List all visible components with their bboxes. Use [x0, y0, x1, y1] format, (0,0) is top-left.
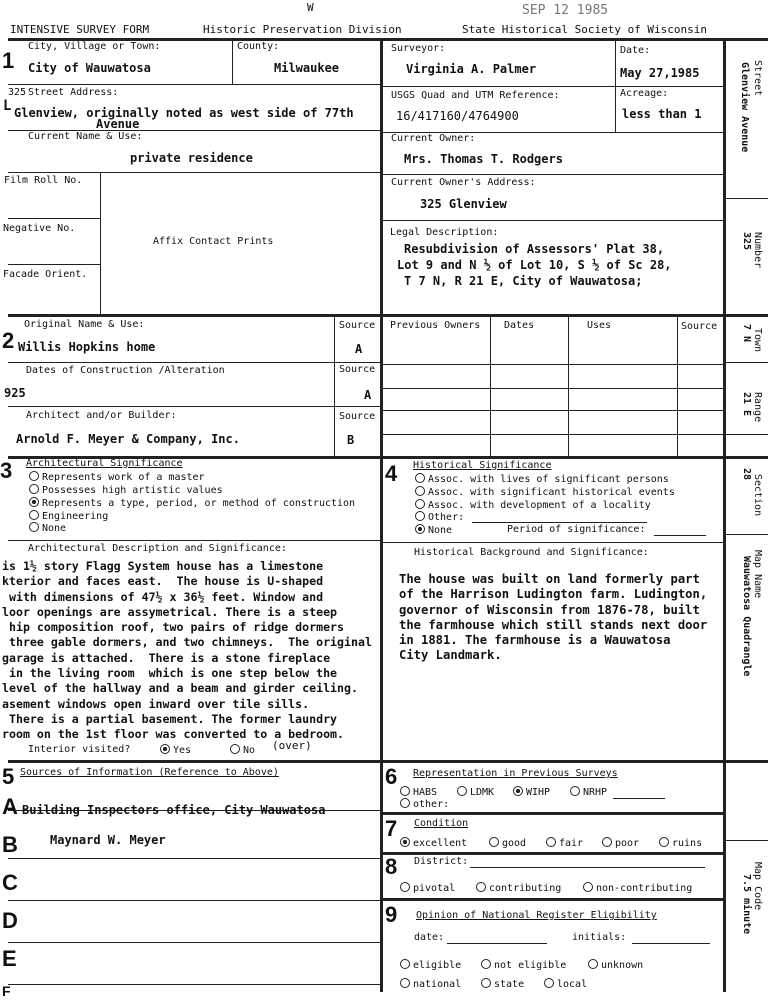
section-number: 2 [2, 328, 15, 353]
interior-yes[interactable]: Yes [160, 744, 191, 758]
date-label: Date: [620, 45, 651, 56]
eligibility-initials-label: initials: [572, 932, 627, 943]
survey-nrhp[interactable]: NRHP [570, 786, 607, 800]
sidebar-map-name-value: Wauwatosa Quadrangle [741, 556, 752, 677]
divider [383, 220, 723, 221]
radio-icon [583, 882, 593, 892]
over-note: (over) [272, 739, 312, 752]
usgs-value: 16/417160/4764900 [396, 109, 519, 123]
survey-wihp[interactable]: WIHP [513, 786, 550, 800]
district-non-contributing[interactable]: non-contributing [583, 882, 692, 896]
district-contributing[interactable]: contributing [476, 882, 561, 896]
interior-no[interactable]: No [230, 744, 255, 758]
radio-icon [400, 978, 410, 988]
divider [383, 388, 723, 389]
eligibility-title: Opinion of National Register Eligibility [416, 910, 657, 921]
sidebar-street-label: Street [752, 60, 763, 97]
source-text: Maynard W. Meyer [50, 833, 166, 847]
sidebar-section-value: 28 [741, 468, 752, 481]
radio-icon [570, 786, 580, 796]
section-number: 9 [385, 902, 398, 927]
original-name-label: Original Name & Use: [24, 319, 145, 330]
arch-option[interactable]: Represents a type, period, or method of construction [29, 497, 355, 511]
radio-icon [29, 522, 39, 532]
divider [383, 434, 723, 435]
radio-icon [415, 486, 425, 496]
hist-background-text: The house was built on land formerly part of the Harrison Ludington farm. Ludington, governor of Wisconsin from 1876-78, built the farmhouse which still stands next door in 1881. The farmhouse is a Wauwatosa City Landmark. [399, 572, 708, 663]
divider [383, 542, 723, 543]
divider [8, 84, 380, 85]
radio-icon [602, 837, 612, 847]
section-number: 6 [385, 764, 398, 789]
radio-icon [400, 882, 410, 892]
section-border [8, 314, 768, 317]
negative-label: Negative No. [3, 223, 76, 234]
street-label: Street Address: [28, 87, 119, 98]
sidebar-map-code-value: 7.5 minute [741, 874, 752, 935]
date-value: May 27,1985 [620, 66, 700, 80]
hist-option[interactable]: Assoc. with lives of significant persons [415, 473, 669, 487]
legal-line: Resubdivision of Assessors' Plat 38, [404, 242, 665, 256]
divider [726, 434, 768, 435]
divider [726, 840, 768, 841]
sidebar-range-value: 21 E [741, 392, 752, 417]
source-label: Source [339, 411, 376, 422]
nrhp-line [613, 798, 665, 799]
condition-good[interactable]: good [489, 837, 526, 851]
eligibility-eligible[interactable]: eligible [400, 959, 461, 973]
sidebar-town-label: Town [752, 328, 763, 353]
eligibility-local[interactable]: local [544, 978, 587, 992]
original-name-value: Willis Hopkins home [18, 340, 156, 354]
divider [490, 316, 491, 458]
sidebar-number-label: Number [752, 232, 763, 269]
radio-icon [489, 837, 499, 847]
acreage-value: less than 1 [622, 107, 702, 121]
condition-excellent[interactable]: excellent [400, 837, 467, 851]
sidebar-map-code-label: Map Code [752, 862, 763, 911]
form-mark: W [307, 1, 314, 14]
dates-value: 925 [4, 386, 26, 400]
surveys-title: Representation in Previous Surveys [413, 768, 618, 779]
radio-icon [400, 798, 410, 808]
survey-other[interactable]: other: [400, 798, 449, 812]
sources-title: Sources of Information (Reference to Above) [20, 767, 279, 778]
source-label: Source [339, 364, 376, 375]
radio-icon [457, 786, 467, 796]
hist-background-label: Historical Background and Significance: [414, 547, 649, 558]
condition-ruins[interactable]: ruins [659, 837, 702, 851]
radio-checked-icon [513, 786, 523, 796]
architect-value: Arnold F. Meyer & Company, Inc. [16, 432, 240, 446]
radio-icon [400, 786, 410, 796]
divider [677, 316, 678, 458]
radio-icon [481, 959, 491, 969]
current-name-label: Current Name & Use: [28, 131, 143, 142]
sidebar-range-label: Range [752, 392, 763, 423]
divider [383, 86, 723, 87]
source-value: B [347, 433, 355, 447]
section-number: 3 [0, 458, 13, 483]
divider [8, 900, 380, 901]
district-line [470, 867, 705, 868]
eligibility-not-eligible[interactable]: not eligible [481, 959, 566, 973]
section-number: 7 [385, 816, 398, 841]
section-border [8, 760, 768, 763]
surveyor-value: Virginia A. Palmer [406, 62, 537, 76]
owner-address-value: 325 Glenview [420, 197, 507, 211]
legal-label: Legal Description: [390, 227, 499, 238]
divider [383, 410, 723, 411]
arch-description-label: Architectural Description and Significance: [28, 543, 287, 554]
owner-address-label: Current Owner's Address: [391, 177, 536, 188]
divider [232, 40, 233, 84]
source-text: Building Inspectors office, City Wauwatosa [22, 803, 326, 817]
condition-title: Condition [414, 818, 469, 829]
divider [8, 942, 380, 943]
radio-icon [29, 484, 39, 494]
dates-label: Dates of Construction /Alteration [26, 365, 225, 376]
received-stamp: SEP 12 1985 [522, 3, 609, 18]
divider [8, 984, 380, 985]
divider [726, 362, 768, 363]
radio-icon [29, 510, 39, 520]
street-prefix: 325 [8, 87, 27, 98]
society-name: State Historical Society of Wisconsin [462, 23, 708, 36]
previous-owners-label: Previous Owners [390, 320, 481, 331]
eligibility-unknown[interactable]: unknown [588, 959, 643, 973]
radio-icon [481, 978, 491, 988]
section-border [383, 812, 723, 815]
district-title: District: [414, 856, 469, 867]
period-line [654, 535, 706, 536]
radio-checked-icon [160, 744, 170, 754]
hist-significance-title: Historical Significance [413, 460, 552, 471]
divider [726, 534, 768, 535]
other-line [472, 522, 647, 523]
radio-checked-icon [400, 837, 410, 847]
radio-icon [546, 837, 556, 847]
contact-prints-label: Affix Contact Prints [153, 236, 274, 247]
sidebar-divider [723, 38, 726, 992]
divider [100, 172, 101, 314]
radio-icon [415, 511, 425, 521]
hist-option[interactable]: Assoc. with significant historical events [415, 486, 675, 500]
architect-label: Architect and/or Builder: [26, 410, 177, 421]
divider [383, 364, 723, 365]
divider [8, 540, 380, 541]
source-letter: F [2, 983, 11, 999]
arch-option[interactable]: None [29, 522, 66, 536]
surveyor-label: Surveyor: [391, 43, 446, 54]
divider [8, 264, 100, 265]
arch-description-text: is 1½ story Flagg System house has a limestone kterior and faces east. The house is U-shaped with dimensions of 47½ x 36½ feet. Window and loor openings are assymetrical. There is a steep hip composition roof, two pairs of ridge dormers three gable dormers, and two chimneys. The original garage is attached. There is a stone fireplace in the living room which is one step below the level of the hallway and a beam and girder ceiling. asement windows open inward over tile sills. There is a partial basement. The former laundry room on the 1st floor was converted to a bedroom. [2, 559, 372, 742]
source-label: Source [339, 320, 376, 331]
section-border [383, 898, 723, 901]
divider [383, 174, 723, 175]
eligibility-date-label: date: [414, 932, 445, 943]
survey-ldmk[interactable]: LDMK [457, 786, 494, 800]
source-value: A [364, 388, 372, 402]
radio-icon [544, 978, 554, 988]
arch-option[interactable]: Possesses high artistic values [29, 484, 223, 498]
district-pivotal[interactable]: pivotal [400, 882, 455, 896]
hist-option[interactable]: Other: [415, 511, 464, 525]
sidebar-street-value: Glenview Avenue [739, 62, 750, 153]
divider [8, 218, 100, 219]
source-letter: C [2, 870, 18, 895]
eligibility-national[interactable]: national [400, 978, 461, 992]
initials-line [632, 943, 710, 944]
sidebar-section-label: Section [752, 474, 763, 517]
hist-option[interactable]: Assoc. with development of a locality [415, 499, 651, 513]
street-line2: Avenue [96, 117, 140, 131]
hist-option[interactable]: None [415, 524, 452, 538]
section-number: 8 [385, 854, 398, 879]
owner-label: Current Owner: [391, 133, 476, 144]
survey-habs[interactable]: HABS [400, 786, 437, 800]
county-value: Milwaukee [274, 61, 340, 75]
condition-poor[interactable]: poor [602, 837, 639, 851]
facade-label: Facade Orient. [3, 269, 88, 280]
county-label: County: [237, 41, 280, 52]
city-label: City, Village or Town: [28, 41, 161, 52]
divider [568, 316, 569, 458]
current-name-value: private residence [130, 151, 253, 165]
street-mark: L [3, 98, 12, 114]
section-number: 4 [385, 461, 398, 486]
radio-icon [588, 959, 598, 969]
divider [726, 314, 768, 315]
street-line1: Glenview, originally noted as west side of 77th [14, 106, 354, 120]
divider [726, 198, 768, 199]
sidebar-number-value: 325 [741, 232, 752, 251]
sidebar-map-name-label: Map Name [752, 550, 763, 599]
source-letter: E [2, 946, 17, 971]
radio-icon [415, 499, 425, 509]
divider [8, 858, 380, 859]
owner-value: Mrs. Thomas T. Rodgers [404, 152, 563, 166]
arch-option[interactable]: Represents work of a master [29, 471, 205, 485]
eligibility-state[interactable]: state [481, 978, 524, 992]
radio-icon [29, 471, 39, 481]
section-number: 5 [2, 764, 15, 789]
division-name: Historic Preservation Division [203, 23, 402, 36]
source-letter: B [2, 832, 18, 857]
divider [8, 172, 380, 173]
arch-option[interactable]: Engineering [29, 510, 108, 524]
date-line [447, 943, 547, 944]
city-value: City of Wauwatosa [28, 61, 151, 75]
center-divider [380, 38, 383, 992]
radio-checked-icon [29, 497, 39, 507]
form-title: INTENSIVE SURVEY FORM [10, 23, 150, 36]
previous-uses-label: Uses [587, 320, 612, 331]
radio-icon [400, 959, 410, 969]
source-value: A [355, 342, 363, 356]
arch-significance-title: Architectural Significance [26, 458, 183, 469]
film-roll-label: Film Roll No. [4, 175, 83, 186]
previous-dates-label: Dates [504, 320, 535, 331]
divider [8, 406, 380, 407]
source-letter: A [2, 794, 18, 819]
previous-source-label: Source [681, 321, 718, 332]
source-letter: D [2, 908, 18, 933]
legal-line: T 7 N, R 21 E, City of Wauwatosa; [404, 274, 643, 288]
radio-icon [230, 744, 240, 754]
divider [8, 362, 380, 363]
section-number: 1 [2, 48, 15, 73]
period-label: Period of significance: [507, 524, 646, 535]
acreage-label: Acreage: [620, 88, 669, 99]
radio-icon [476, 882, 486, 892]
radio-checked-icon [415, 524, 425, 534]
radio-icon [415, 473, 425, 483]
divider [334, 316, 335, 458]
interior-visited-label: Interior visited? [28, 744, 131, 755]
radio-icon [659, 837, 669, 847]
section-border [383, 852, 723, 855]
legal-line: Lot 9 and N ½ of Lot 10, S ½ of Sc 28, [397, 258, 672, 272]
sidebar-town-value: 7 N [741, 324, 752, 343]
usgs-label: USGS Quad and UTM Reference: [391, 90, 560, 101]
condition-fair[interactable]: fair [546, 837, 583, 851]
